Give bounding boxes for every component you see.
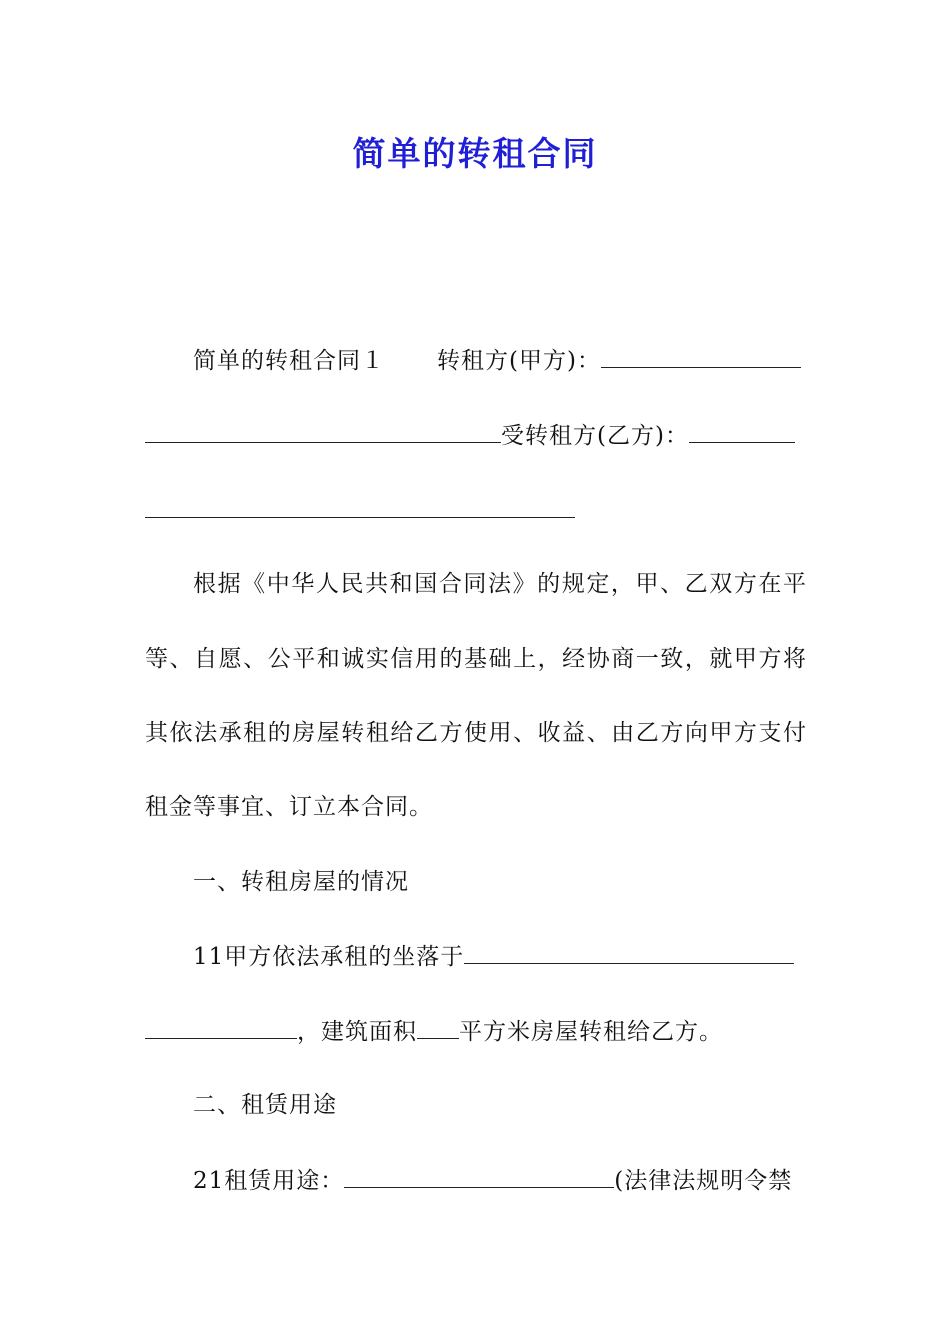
area-blank: [417, 1016, 459, 1039]
document-title: 简单的转租合同: [352, 134, 598, 173]
lessor-blank-cont: [145, 420, 501, 443]
address-blank-cont: [145, 1016, 297, 1039]
preamble-line-3: 其依法承租的房屋转租给乙方使用、收益、由乙方向甲方支付: [145, 720, 807, 746]
section1-heading: 一、转租房屋的情况: [193, 869, 409, 895]
parties-line-3: [145, 495, 807, 526]
lessee-blank-cont: [145, 495, 575, 518]
section1-clause-prefix: 11甲方依法承租的坐落于: [193, 944, 465, 970]
parties-line-1: [145, 345, 807, 376]
preamble-line-2: 等、自愿、公平和诚实信用的基础上，经协商一致，就甲方将: [145, 646, 807, 672]
lessee-label: 受转租方(乙方)：: [501, 423, 689, 449]
usage-blank: [344, 1165, 614, 1188]
section2-clause-prefix: 21租赁用途：: [193, 1168, 345, 1194]
lessee-blank: [689, 420, 795, 443]
section2-clause-line-1: [145, 1165, 807, 1196]
section1-clause-line-1: [145, 941, 807, 972]
section1-clause-suffix: 平方米房屋转租给乙方。: [459, 1019, 723, 1045]
preamble-line-1: 根据《中华人民共和国合同法》的规定，甲、乙双方在平: [193, 571, 807, 597]
preamble-line-4: 租金等事宜、订立本合同。: [145, 794, 433, 820]
address-blank: [464, 941, 794, 964]
section2-heading: 二、租赁用途: [193, 1092, 337, 1118]
lessor-blank: [601, 345, 801, 368]
section2-clause-suffix: (法律法规明令禁: [614, 1168, 793, 1194]
section1-clause-mid: ，建筑面积: [297, 1019, 417, 1045]
section1-clause-line-2: [145, 1016, 807, 1047]
contract-heading: 简单的转租合同１: [193, 348, 385, 374]
parties-line-2: [145, 420, 807, 451]
lessor-label: 转租方(甲方)：: [437, 348, 601, 374]
